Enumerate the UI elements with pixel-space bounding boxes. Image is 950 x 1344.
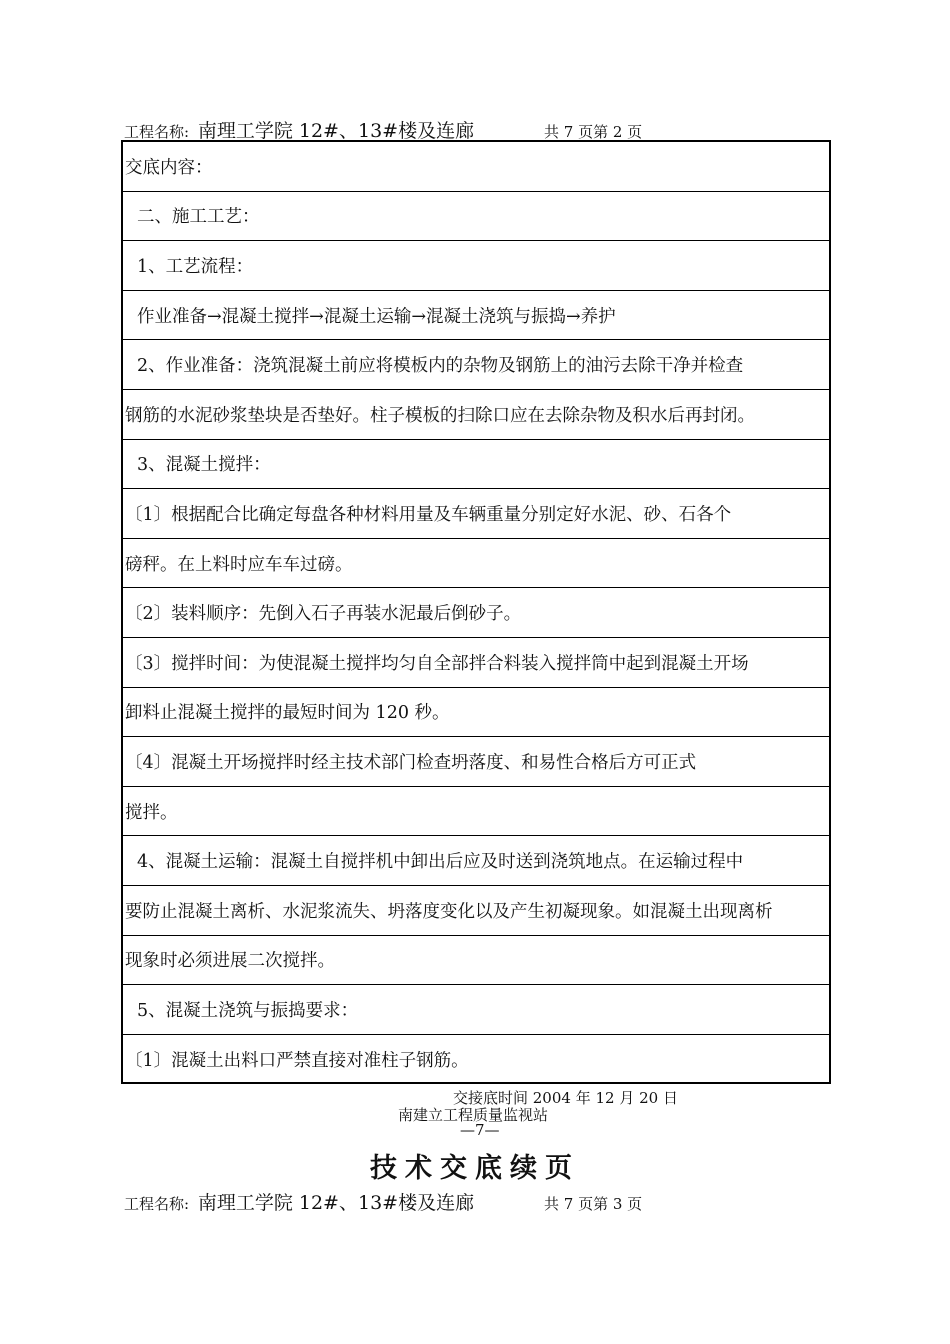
table-row	[123, 142, 829, 192]
row-text: 〔2〕装料顺序：先倒入石子再装水泥最后倒砂子。	[125, 604, 522, 625]
row-text: 3、混凝土搅拌：	[137, 455, 271, 476]
project-name: 南理工学院 12#、13#楼及连廊	[197, 120, 475, 142]
continuation-title: 技术交底续页	[370, 1153, 580, 1184]
table-row	[123, 638, 829, 688]
row-text: 〔4〕混凝土开场搅拌时经主技术部门检查坍落度、和易性合格后方可正式	[125, 752, 697, 773]
row-text: 〔1〕根据配合比确定每盘各种材料用量及车辆重量分别定好水泥、砂、石各个	[125, 504, 732, 525]
page-header-2	[124, 1188, 643, 1215]
row-text: 钢筋的水泥砂浆垫块是否垫好。柱子模板的扫除口应在去除杂物及积水后再封闭。	[125, 405, 755, 426]
table-row	[123, 836, 829, 886]
row-text: 卸料止混凝土搅拌的最短时间为 120 秒。	[125, 703, 450, 724]
table-row	[123, 985, 829, 1035]
row-text: 5、混凝土浇筑与振捣要求：	[137, 1000, 359, 1021]
project-name: 南理工学院 12#、13#楼及连廊	[197, 1192, 475, 1214]
row-text: 作业准备→混凝土搅拌→混凝土运输→混凝土浇筑与振捣→养护	[137, 306, 616, 327]
table-row	[123, 787, 829, 837]
table-row	[123, 1035, 829, 1085]
table-row	[123, 539, 829, 589]
table-row	[123, 291, 829, 341]
row-text: 要防止混凝土离析、水泥浆流失、坍落度变化以及产生初凝现象。如混凝土出现离析	[125, 901, 773, 922]
row-text: 现象时必须进展二次搅拌。	[125, 951, 335, 972]
page-counter: 共 7 页第 2 页	[544, 123, 643, 141]
page-header-1	[124, 116, 643, 143]
table-row	[123, 340, 829, 390]
table-row	[123, 440, 829, 490]
table-row	[123, 886, 829, 936]
row-text: 1、工艺流程：	[137, 256, 254, 277]
handover-date: 交接底时间 2004 年 12 月 20 日	[453, 1089, 678, 1107]
table-row	[123, 737, 829, 787]
row-text: 交底内容：	[125, 157, 213, 178]
table-row	[123, 489, 829, 539]
row-text: 〔1〕混凝土出料口严禁直接对准柱子钢筋。	[125, 1050, 469, 1071]
row-text: 2、作业准备：浇筑混凝土前应将模板内的杂物及钢筋上的油污去除干净并检查	[137, 356, 744, 377]
table-row	[123, 390, 829, 440]
row-text: 4、混凝土运输：混凝土自搅拌机中卸出后应及时送到浇筑地点。在运输过程中	[137, 852, 744, 873]
page-number: —7—	[460, 1121, 500, 1139]
project-label: 工程名称:	[124, 123, 190, 141]
table-row	[123, 588, 829, 638]
table-row	[123, 192, 829, 242]
table-row	[123, 241, 829, 291]
page-counter: 共 7 页第 3 页	[544, 1195, 643, 1213]
row-text: 二、施工工艺：	[137, 207, 260, 228]
supervision-station: 南建立工程质量监视站	[398, 1106, 549, 1124]
table-row	[123, 688, 829, 738]
project-label: 工程名称:	[124, 1195, 190, 1213]
row-text: 搅拌。	[125, 802, 178, 823]
table-row	[123, 936, 829, 986]
row-text: 〔3〕搅拌时间：为使混凝土搅拌均匀自全部拌合料装入搅拌筒中起到混凝土开场	[125, 653, 749, 674]
row-text: 磅秤。在上料时应车车过磅。	[125, 554, 353, 575]
disclosure-table	[121, 140, 831, 1084]
